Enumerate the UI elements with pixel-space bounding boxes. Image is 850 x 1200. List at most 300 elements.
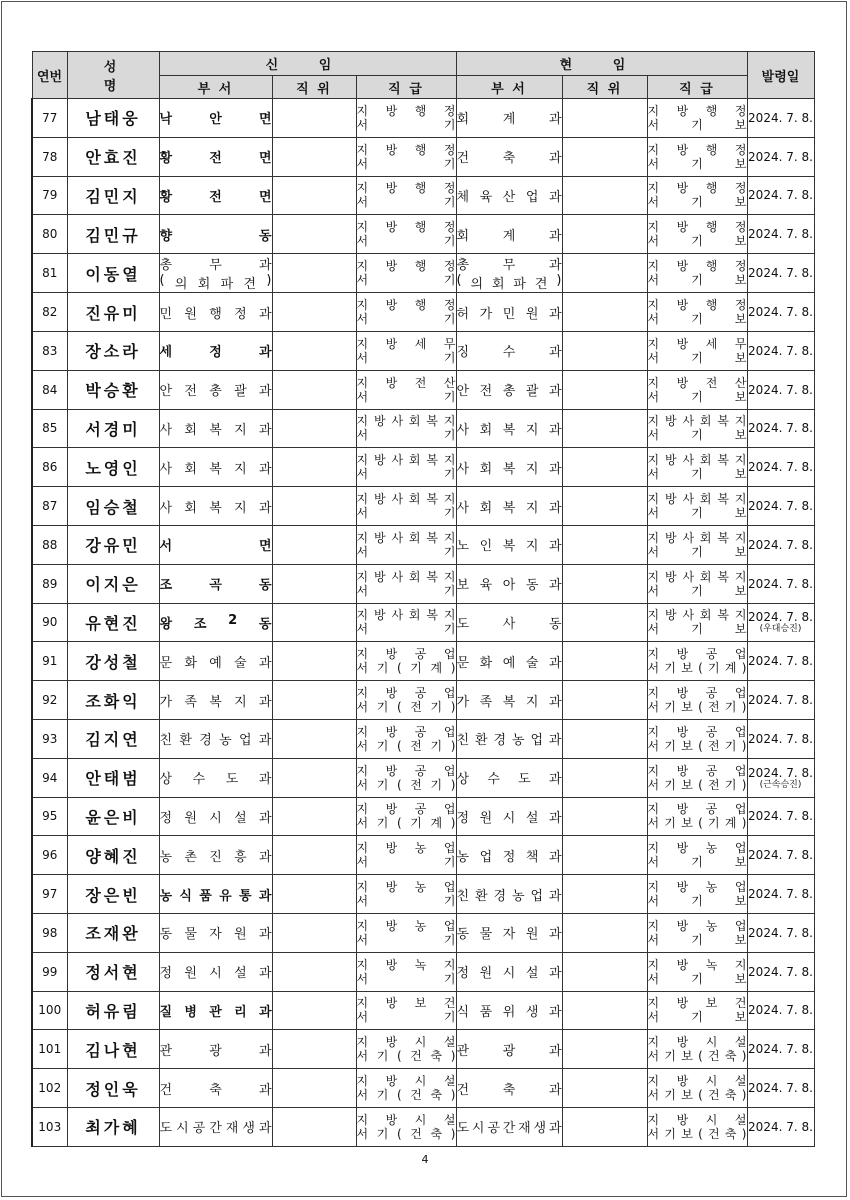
row-number — [32, 1107, 67, 1146]
date-text: 2024. 7. 8. — [748, 305, 813, 320]
person-name-text: 정인욱 — [85, 1079, 141, 1099]
person-name — [67, 1107, 159, 1146]
grade-line-2: 서 기 보 — [647, 195, 747, 210]
table-row — [32, 176, 814, 215]
grade-cell — [647, 991, 747, 1030]
row-number-text: 92 — [42, 693, 58, 708]
dept-cell — [456, 176, 562, 215]
table-row — [32, 719, 814, 758]
row-number-text: 82 — [42, 305, 58, 320]
grade-line-1: 지 방 공 업 — [356, 686, 456, 701]
row-number-text: 102 — [38, 1081, 62, 1096]
date-text: 2024. 7. 8. — [748, 887, 813, 902]
row-number-text: 87 — [42, 499, 58, 514]
grade-line-1: 지 방 공 업 — [647, 686, 747, 701]
date-text: 2024. 7. 8. — [748, 460, 813, 475]
person-name — [67, 409, 159, 448]
person-name-text: 이동열 — [85, 264, 141, 284]
row-number-text: 88 — [42, 537, 58, 552]
grade-cell — [647, 603, 747, 642]
dept-cell — [456, 952, 562, 991]
dept-name: 상 수 도 과 — [456, 772, 562, 788]
grade-line-2: 서 기 보 — [647, 273, 747, 288]
dept-name: 가 족 복 지 과 — [159, 694, 272, 710]
row-number — [32, 137, 67, 176]
current-position-cell — [562, 836, 647, 875]
appointment-date — [747, 913, 814, 952]
table-row — [32, 1069, 814, 1108]
dept-cell — [159, 952, 272, 991]
person-name — [67, 564, 159, 603]
grade-cell — [647, 681, 747, 720]
grade-line-2: 서 기 보 — [647, 156, 747, 171]
table-row — [32, 215, 814, 254]
dept-cell — [159, 293, 272, 332]
dept-cell — [159, 1107, 272, 1146]
grade-cell — [647, 215, 747, 254]
appointment-date — [747, 99, 814, 138]
grade-line-2: 서 기 보 — [647, 583, 747, 598]
grade-line-2: 서 기 보 ( 건 축 ) — [647, 1049, 747, 1064]
dept-cell — [159, 797, 272, 836]
appointment-date — [747, 681, 814, 720]
person-name — [67, 952, 159, 991]
appointment-date — [747, 952, 814, 991]
date-text: 2024. 7. 8. — [748, 964, 813, 979]
person-name-text: 조화익 — [85, 691, 141, 711]
row-number — [32, 564, 67, 603]
table-row — [32, 913, 814, 952]
header-cur-grade: 직 급 — [647, 76, 747, 99]
grade-cell — [356, 603, 456, 642]
row-number-text: 101 — [38, 1042, 62, 1057]
appointment-date — [747, 875, 814, 914]
person-name-text: 임승철 — [85, 497, 141, 517]
grade-cell — [356, 681, 456, 720]
grade-cell — [356, 642, 456, 681]
grade-line-2: 서 기 — [356, 506, 456, 521]
grade-line-1: 지 방 사 회 복 지 — [356, 569, 456, 584]
dept-name: 가 족 복 지 과 — [456, 694, 562, 710]
date-text: 2024. 7. 8. — [748, 848, 813, 863]
dept-cell — [159, 603, 272, 642]
grade-line-1: 지 방 시 설 — [647, 1112, 747, 1127]
appointment-date — [747, 487, 814, 526]
dept-cell — [456, 758, 562, 797]
appointment-date — [747, 525, 814, 564]
grade-line-2: 서 기 — [356, 855, 456, 870]
person-name — [67, 913, 159, 952]
date-text: 2024. 7. 8. — [748, 227, 813, 242]
grade-cell — [356, 913, 456, 952]
grade-line-2: 서 기 보 ( 건 축 ) — [647, 1126, 747, 1141]
header-new-grade: 직 급 — [356, 76, 456, 99]
grade-line-1: 지 방 공 업 — [647, 647, 747, 662]
current-position-cell — [562, 991, 647, 1030]
dept-name: 정 원 시 설 과 — [159, 966, 272, 982]
table-row — [32, 254, 814, 293]
person-name — [67, 603, 159, 642]
grade-line-2: 서 기 보 ( 전 기 ) — [647, 738, 747, 753]
dept-cell — [456, 836, 562, 875]
row-number-text: 83 — [42, 343, 58, 358]
table-row — [32, 681, 814, 720]
table-row — [32, 293, 814, 332]
dept-name: 회 계 과 — [456, 112, 562, 128]
dept-cell — [159, 99, 272, 138]
grade-line-1: 지 방 사 회 복 지 — [356, 453, 456, 468]
new-position-cell — [272, 99, 356, 138]
row-number — [32, 991, 67, 1030]
grade-cell — [356, 952, 456, 991]
person-name-text: 허유림 — [85, 1001, 141, 1021]
new-position-cell — [272, 758, 356, 797]
person-name-text: 유현진 — [85, 613, 141, 633]
current-position-cell — [562, 875, 647, 914]
date-text: 2024. 7. 8. — [748, 188, 813, 203]
grade-line-2: 서 기 ( 건 축 ) — [356, 1126, 456, 1141]
current-position-cell — [562, 293, 647, 332]
row-number-text: 79 — [42, 188, 58, 203]
row-number — [32, 1069, 67, 1108]
grade-line-2: 서 기 ( 전 기 ) — [356, 738, 456, 753]
grade-line-2: 서 기 보 — [647, 389, 747, 404]
dept-cell — [456, 331, 562, 370]
grade-cell — [647, 525, 747, 564]
appointment-date — [747, 331, 814, 370]
appointment-date — [747, 215, 814, 254]
dept-cell — [159, 1069, 272, 1108]
grade-line-2: 서 기 — [356, 932, 456, 947]
dept-name: 노 인 복 지 과 — [456, 539, 562, 555]
dept-cell — [159, 487, 272, 526]
person-name-text: 윤은비 — [85, 807, 141, 827]
row-number — [32, 642, 67, 681]
grade-cell — [356, 525, 456, 564]
grade-cell — [356, 448, 456, 487]
grade-cell — [356, 875, 456, 914]
dept-name: 보 육 아 동 과 — [456, 578, 562, 594]
current-position-cell — [562, 137, 647, 176]
grade-line-2: 서 기 — [356, 156, 456, 171]
row-number-text: 80 — [42, 227, 58, 242]
grade-line-2: 서 기 보 ( 전 기 ) — [647, 777, 747, 792]
grade-line-2: 서 기 — [356, 117, 456, 132]
date-text: 2024. 7. 8. — [748, 1081, 813, 1096]
grade-line-2: 서 기 — [356, 1010, 456, 1025]
dept-name: 식 품 위 생 과 — [456, 1004, 562, 1020]
grade-cell — [647, 1030, 747, 1069]
row-number — [32, 254, 67, 293]
dept-cell — [159, 137, 272, 176]
new-position-cell — [272, 1069, 356, 1108]
grade-cell — [356, 758, 456, 797]
row-number — [32, 370, 67, 409]
person-name — [67, 293, 159, 332]
date-text: 2024. 7. 8. — [748, 1003, 813, 1018]
grade-cell — [356, 137, 456, 176]
dept-name: 정 원 시 설 과 — [456, 966, 562, 982]
dept-cell — [456, 913, 562, 952]
grade-line-2: 서 기 — [356, 312, 456, 327]
dept-name: 사 회 복 지 과 — [456, 500, 562, 516]
grade-line-1: 지 방 행 정 — [356, 103, 456, 118]
dept-name: 도 시 공 간 재 생 과 — [456, 1121, 562, 1137]
new-position-cell — [272, 487, 356, 526]
grade-line-1: 지 방 사 회 복 지 — [647, 530, 747, 545]
grade-line-1: 지 방 녹 지 — [356, 957, 456, 972]
dept-name: 농 업 정 책 과 — [456, 849, 562, 865]
dept-cell — [456, 254, 562, 293]
row-number — [32, 603, 67, 642]
grade-line-2: 서 기 — [356, 350, 456, 365]
person-name-text: 정서현 — [85, 963, 141, 983]
table-row — [32, 409, 814, 448]
grade-line-1: 지 방 사 회 복 지 — [647, 608, 747, 623]
current-position-cell — [562, 176, 647, 215]
dept-cell — [159, 254, 272, 293]
dept-cell — [159, 836, 272, 875]
grade-line-1: 지 방 시 설 — [356, 1035, 456, 1050]
date-text: 2024. 7. 8. — [748, 576, 813, 591]
grade-line-1: 지 방 사 회 복 지 — [647, 569, 747, 584]
grade-cell — [647, 487, 747, 526]
grade-cell — [647, 952, 747, 991]
grade-line-2: 서 기 ( 건 축 ) — [356, 1049, 456, 1064]
grade-line-2: 서 기 — [356, 234, 456, 249]
grade-line-1: 지 방 농 업 — [356, 841, 456, 856]
current-position-cell — [562, 797, 647, 836]
person-name-text: 안태범 — [85, 769, 141, 789]
table-row — [32, 642, 814, 681]
personnel-table — [31, 51, 815, 1147]
grade-cell — [356, 836, 456, 875]
grade-cell — [647, 875, 747, 914]
row-number — [32, 99, 67, 138]
grade-line-2: 서 기 보 — [647, 234, 747, 249]
person-name-text: 노영인 — [85, 458, 141, 478]
grade-line-1: 지 방 행 정 — [356, 142, 456, 157]
row-number — [32, 952, 67, 991]
date-text: 2024. 7. 8. — [748, 343, 813, 358]
row-number-text: 84 — [42, 382, 58, 397]
person-name — [67, 1069, 159, 1108]
dept-name: 회 계 과 — [456, 228, 562, 244]
table-row — [32, 525, 814, 564]
person-name — [67, 137, 159, 176]
appointment-date — [747, 758, 814, 797]
grade-line-2: 서 기 ( 기 계 ) — [356, 816, 456, 831]
table-row — [32, 370, 814, 409]
date-text: 2024. 7. 8. — [748, 1119, 813, 1134]
grade-line-1: 지 방 사 회 복 지 — [356, 530, 456, 545]
person-name — [67, 99, 159, 138]
row-number — [32, 1030, 67, 1069]
person-name-text: 강성철 — [85, 652, 141, 672]
grade-cell — [356, 99, 456, 138]
grade-cell — [647, 1107, 747, 1146]
appointment-date — [747, 1107, 814, 1146]
dept-cell — [159, 564, 272, 603]
row-number — [32, 758, 67, 797]
dept-cell — [456, 215, 562, 254]
grade-cell — [356, 331, 456, 370]
new-position-cell — [272, 293, 356, 332]
dept-name: 총 무 과 — [159, 258, 272, 274]
grade-cell — [647, 176, 747, 215]
dept-cell — [456, 99, 562, 138]
grade-line-2: 서 기 보 ( 건 축 ) — [647, 1088, 747, 1103]
dept-name: 낙 안 면 — [159, 112, 272, 128]
person-name — [67, 758, 159, 797]
grade-line-1: 지 방 공 업 — [356, 647, 456, 662]
grade-cell — [647, 293, 747, 332]
dept-cell — [456, 1030, 562, 1069]
person-name — [67, 176, 159, 215]
grade-line-1: 지 방 녹 지 — [647, 957, 747, 972]
date-text: 2024. 7. 8. — [748, 382, 813, 397]
dept-cell — [456, 642, 562, 681]
dept-name: 체 육 산 업 과 — [456, 189, 562, 205]
grade-line-2: 서 기 — [356, 894, 456, 909]
dept-cell — [159, 215, 272, 254]
dept-cell — [159, 370, 272, 409]
grade-line-2: 서 기 ( 전 기 ) — [356, 777, 456, 792]
appointment-date — [747, 370, 814, 409]
grade-line-1: 지 방 행 정 — [647, 103, 747, 118]
appointment-date — [747, 1030, 814, 1069]
date-text: 2024. 7. 8. — [748, 110, 813, 125]
new-position-cell — [272, 215, 356, 254]
table-row — [32, 603, 814, 642]
dept-cell — [456, 1107, 562, 1146]
current-position-cell — [562, 448, 647, 487]
grade-cell — [647, 137, 747, 176]
grade-cell — [647, 564, 747, 603]
dept-cell — [456, 409, 562, 448]
row-number-text: 103 — [38, 1119, 62, 1134]
grade-line-1: 지 방 사 회 복 지 — [356, 414, 456, 429]
dept-cell — [159, 448, 272, 487]
dept-name: 건 축 과 — [456, 1082, 562, 1098]
person-name — [67, 487, 159, 526]
grade-line-2: 서 기 ( 전 기 ) — [356, 700, 456, 715]
dept-name: 정 원 시 설 과 — [456, 810, 562, 826]
grade-line-1: 지 방 시 설 — [647, 1074, 747, 1089]
grade-cell — [356, 991, 456, 1030]
grade-line-1: 지 방 공 업 — [356, 802, 456, 817]
row-number — [32, 797, 67, 836]
dept-name: 허 가 민 원 과 — [456, 306, 562, 322]
grade-line-2: 서 기 보 — [647, 932, 747, 947]
row-number — [32, 293, 67, 332]
grade-cell — [356, 719, 456, 758]
grade-line-2: 서 기 보 — [647, 622, 747, 637]
person-name-text: 박승환 — [85, 381, 141, 401]
dept-cell — [456, 719, 562, 758]
grade-line-1: 지 방 전 산 — [356, 375, 456, 390]
person-name-text: 조재완 — [85, 924, 141, 944]
appointment-date — [747, 836, 814, 875]
dept-name: 향 동 — [159, 228, 272, 244]
dept-cell — [456, 603, 562, 642]
new-position-cell — [272, 642, 356, 681]
appointment-date — [747, 719, 814, 758]
grade-cell — [356, 1107, 456, 1146]
current-position-cell — [562, 215, 647, 254]
grade-line-1: 지 방 농 업 — [356, 880, 456, 895]
current-position-cell — [562, 681, 647, 720]
grade-cell — [356, 487, 456, 526]
current-position-cell — [562, 913, 647, 952]
new-position-cell — [272, 176, 356, 215]
current-position-cell — [562, 525, 647, 564]
grade-line-1: 지 방 행 정 — [356, 298, 456, 313]
grade-line-2: 서 기 — [356, 195, 456, 210]
grade-line-1: 지 방 행 정 — [647, 142, 747, 157]
dept-name: 건 축 과 — [456, 151, 562, 167]
person-name — [67, 525, 159, 564]
dept-name: 황 전 면 — [159, 189, 272, 205]
new-position-cell — [272, 409, 356, 448]
grade-line-2: 서 기 보 ( 기 계 ) — [647, 661, 747, 676]
person-name — [67, 254, 159, 293]
new-position-cell — [272, 564, 356, 603]
person-name — [67, 448, 159, 487]
person-name-text: 양혜진 — [85, 846, 141, 866]
new-position-cell — [272, 681, 356, 720]
dept-name: 친 환 경 농 업 과 — [456, 733, 562, 749]
dept-name: 농 촌 진 흥 과 — [159, 849, 272, 865]
dept-cell — [456, 525, 562, 564]
table-row — [32, 952, 814, 991]
dept-cell — [456, 448, 562, 487]
row-number-text: 94 — [42, 770, 58, 785]
dept-cell — [456, 991, 562, 1030]
dept-name: 사 회 복 지 과 — [159, 461, 272, 477]
new-position-cell — [272, 913, 356, 952]
dept-name: 동 물 자 원 과 — [159, 927, 272, 943]
dept-name: 문 화 예 술 과 — [456, 655, 562, 671]
header-date: 발령일 — [747, 52, 814, 99]
date-text: 2024. 7. 8. — [748, 693, 813, 708]
grade-line-1: 지 방 사 회 복 지 — [356, 608, 456, 623]
date-text: 2024. 7. 8. — [748, 765, 813, 780]
dept-name: 조 곡 동 — [159, 578, 272, 594]
dept-name: 황 전 면 — [159, 151, 272, 167]
row-number-text: 85 — [42, 421, 58, 436]
dept-name: 사 회 복 지 과 — [456, 461, 562, 477]
dept-name: 징 수 과 — [456, 345, 562, 361]
appointment-date — [747, 137, 814, 176]
grade-line-1: 지 방 행 정 — [647, 298, 747, 313]
row-number-text: 78 — [42, 149, 58, 164]
dept-cell — [159, 176, 272, 215]
grade-line-2: 서 기 보 ( 전 기 ) — [647, 700, 747, 715]
grade-line-2: 서 기 보 — [647, 350, 747, 365]
grade-line-2: 서 기 보 — [647, 544, 747, 559]
person-name-text: 이지은 — [85, 575, 141, 595]
dept-name: 사 회 복 지 과 — [456, 422, 562, 438]
appointment-date — [747, 254, 814, 293]
grade-cell — [647, 719, 747, 758]
row-number-text: 93 — [42, 731, 58, 746]
current-position-cell — [562, 952, 647, 991]
grade-line-1: 지 방 공 업 — [647, 763, 747, 778]
grade-cell — [356, 1069, 456, 1108]
new-position-cell — [272, 137, 356, 176]
row-number-text: 95 — [42, 809, 58, 824]
